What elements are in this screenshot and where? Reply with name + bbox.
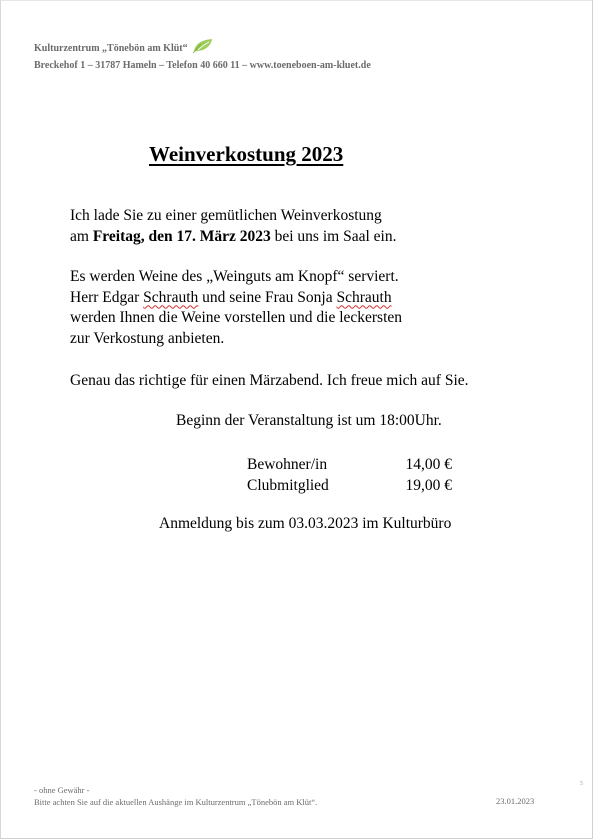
letterhead — [34, 38, 371, 73]
price-value: 14,00 € — [405, 456, 452, 473]
wine-info-line-2 — [70, 288, 402, 309]
wine-info-text-a: Herr Edgar — [70, 288, 144, 306]
wine-info-paragraph — [70, 267, 402, 349]
closing-line: Genau das richtige für einen Märzabend. Ich freue mich auf Sie. — [70, 372, 469, 389]
footer-date: 23.01.2023 — [496, 796, 535, 806]
price-label: Clubmitglied — [247, 477, 329, 494]
host-surname-2: Schrauth — [336, 288, 392, 306]
price-row — [247, 454, 452, 475]
footer-disclaimer: - ohne Gewähr - — [34, 785, 90, 795]
footer-notice: Bitte achten Sie auf die aktuellen Aushänge im Kulturzentrum „Tönebön am Klüt“. — [34, 797, 318, 807]
wine-info-line-4: zur Verkostung anbieten. — [70, 329, 225, 347]
wine-info-line-1: Es werden Weine des „Weinguts am Knopf“ serviert. — [70, 268, 399, 285]
price-label: Bewohner/in — [247, 456, 328, 473]
org-name: Kulturzentrum „Tönebön am Klüt“ — [34, 43, 188, 54]
wine-info-line-3: werden Ihnen die Weine vorstellen und die leckersten — [70, 309, 403, 326]
price-value: 19,00 € — [405, 477, 452, 494]
event-date: Freitag, den 17. März 2023 — [92, 227, 271, 245]
green-leaf-icon — [192, 38, 214, 59]
host-surname-1: Schrauth — [143, 288, 199, 306]
invitation-suffix: bei uns im Saal ein. — [270, 227, 397, 245]
address-line: Breckehof 1 – 31787 Hameln – Telefon 40 660 11 – www.toeneboen-am-kluet.de — [34, 60, 371, 71]
invitation-line-2 — [70, 227, 396, 248]
page-number: 5 — [580, 781, 583, 787]
invitation-paragraph — [70, 206, 396, 247]
invitation-line-1: Ich lade Sie zu einer gemütlichen Weinverkostung — [70, 207, 382, 224]
price-row — [247, 475, 452, 496]
org-name-line — [34, 38, 371, 59]
start-time: Beginn der Veranstaltung ist um 18:00Uhr. — [176, 412, 442, 429]
footer — [34, 784, 317, 808]
page-title: Weinverkostung 2023 — [149, 142, 344, 166]
invitation-prefix: am — [70, 227, 93, 245]
wine-info-text-b: und seine Frau Sonja — [198, 288, 337, 306]
price-list — [247, 454, 452, 496]
registration-note: Anmeldung bis zum 03.03.2023 im Kulturbüro — [159, 515, 452, 532]
